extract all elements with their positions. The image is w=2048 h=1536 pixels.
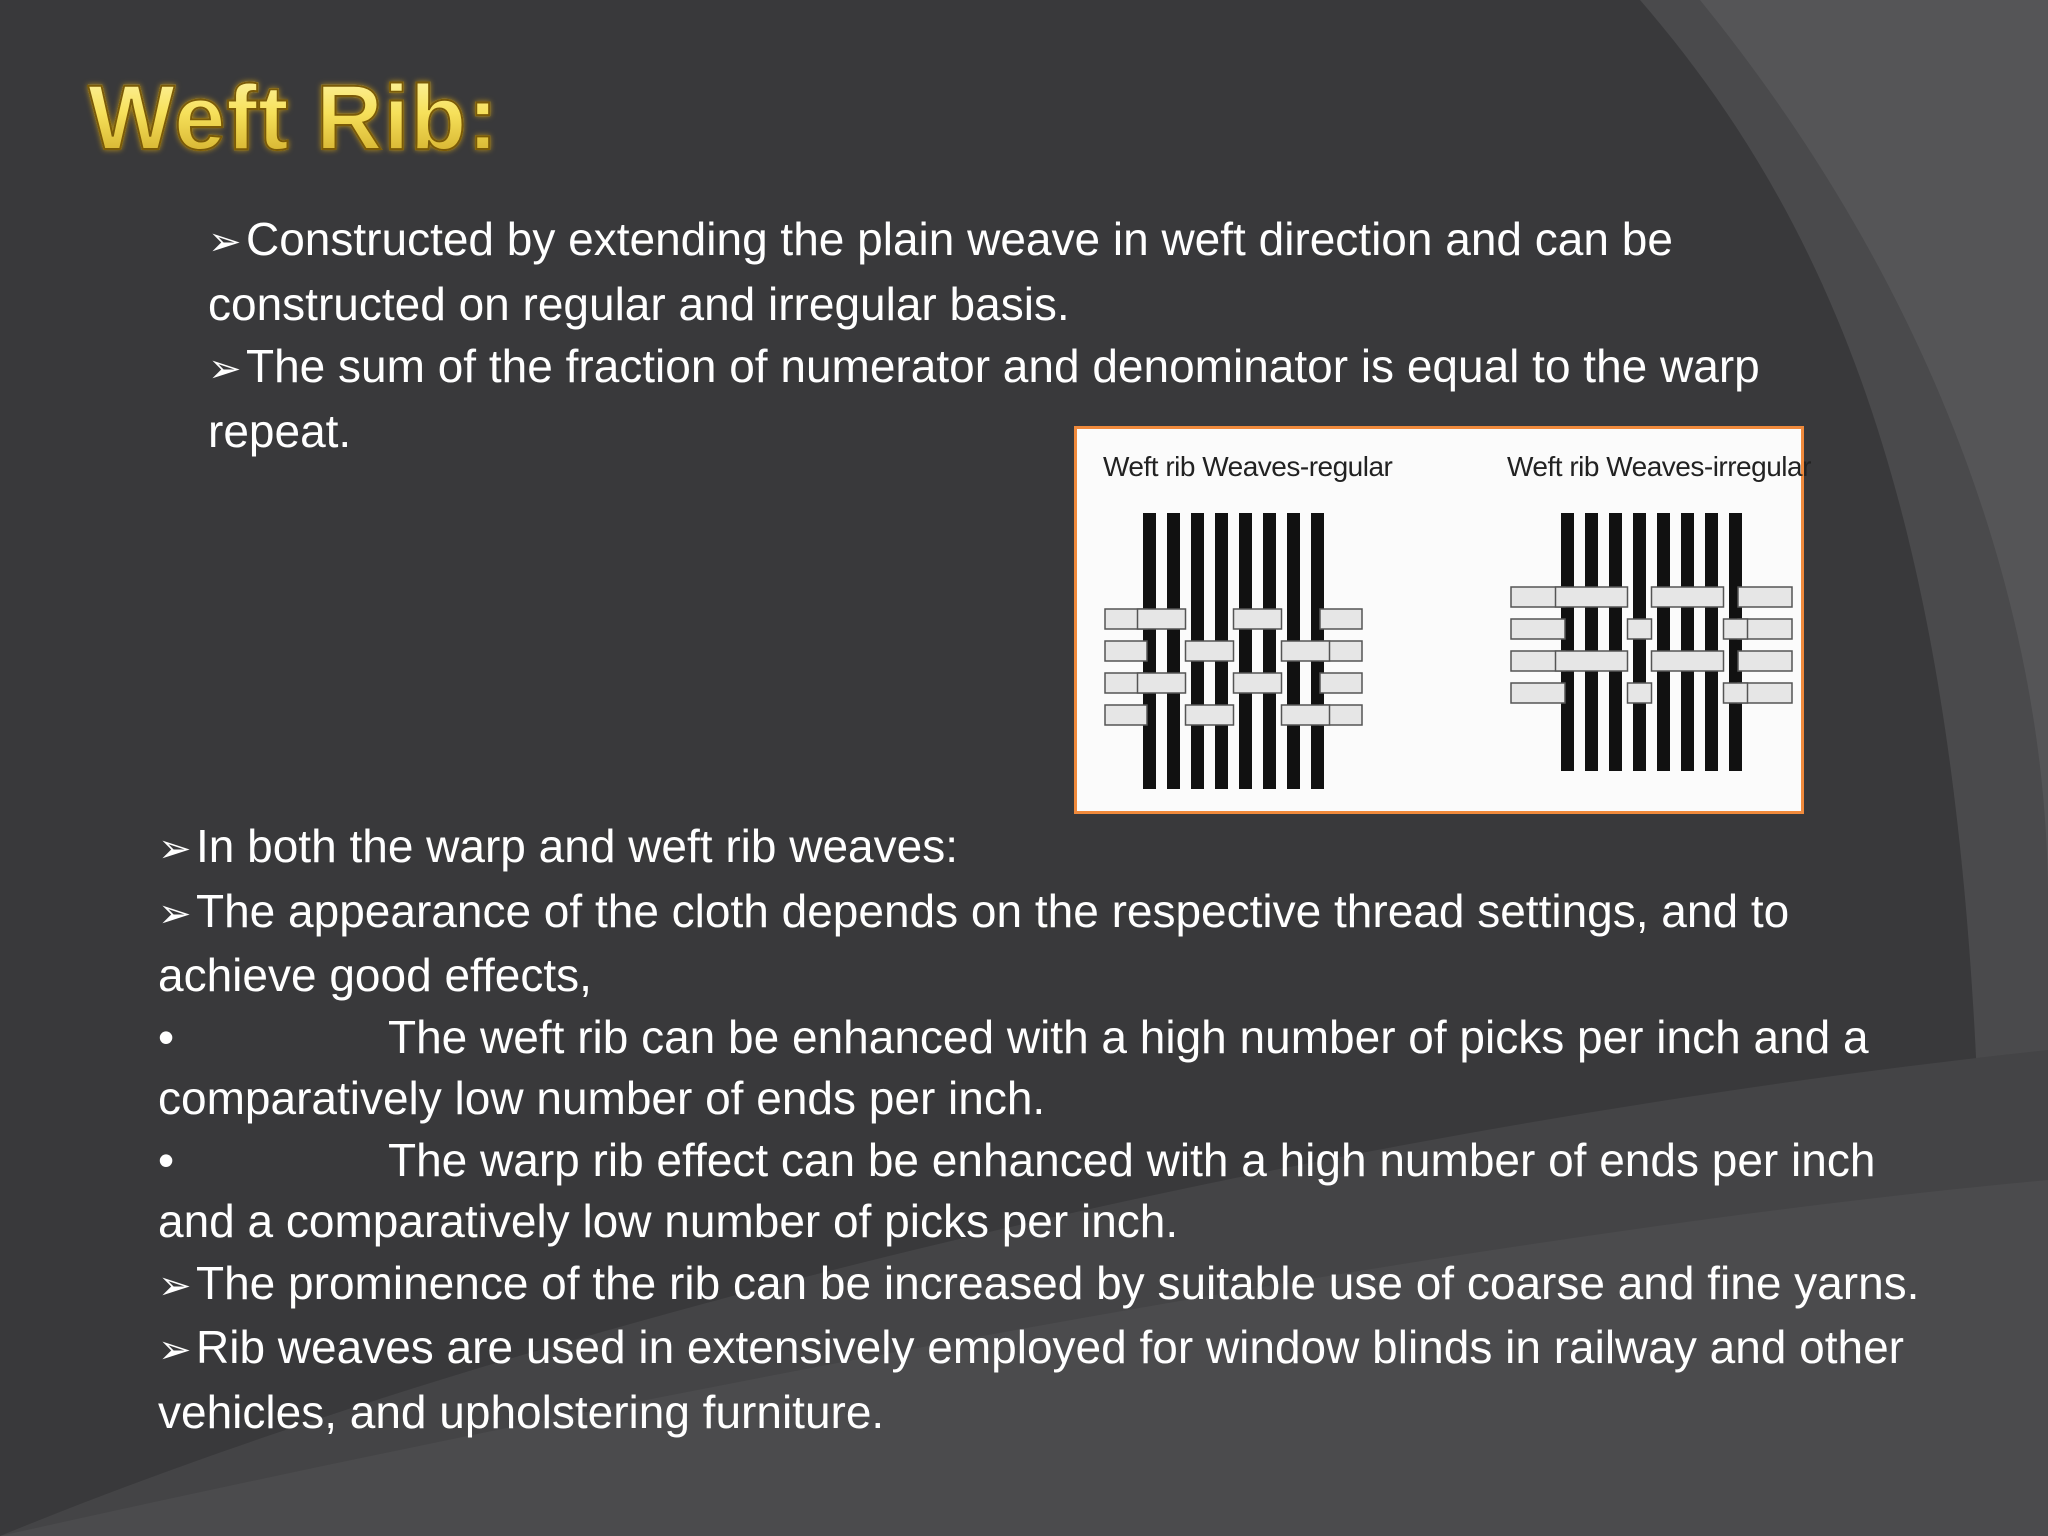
weft-pick-end bbox=[1511, 619, 1565, 639]
warp-thread bbox=[1705, 513, 1718, 771]
weft-pick-end bbox=[1738, 587, 1792, 607]
weft-float bbox=[1234, 673, 1282, 693]
weft-float bbox=[1234, 609, 1282, 629]
bullet-item: • The warp rib effect can be enhanced with a high number of ends per inch and a comparatively low number of picks per inch. bbox=[158, 1130, 1958, 1253]
warp-thread bbox=[1585, 513, 1598, 771]
figure-label-regular: Weft rib Weaves-regular bbox=[1103, 451, 1393, 482]
warp-thread bbox=[1633, 513, 1646, 771]
weft-float bbox=[1628, 619, 1652, 639]
top-bullet-list bbox=[208, 208, 1768, 462]
weft-float bbox=[1282, 641, 1330, 661]
warp-thread bbox=[1263, 513, 1276, 789]
weft-float bbox=[1556, 651, 1628, 671]
weft-pick-end bbox=[1105, 705, 1147, 725]
weft-float bbox=[1628, 683, 1652, 703]
bullet-item: • The weft rib can be enhanced with a high number of picks per inch and a comparatively low number of ends per inch. bbox=[158, 1007, 1958, 1130]
slide-title: Weft Rib: bbox=[88, 67, 500, 169]
dot-bullet-icon: • bbox=[158, 1133, 175, 1186]
arrow-bullet-icon: ➢ bbox=[208, 346, 242, 392]
warp-thread bbox=[1239, 513, 1252, 789]
weft-float bbox=[1138, 609, 1186, 629]
weft-float bbox=[1138, 673, 1186, 693]
bullet-item: ➢The prominence of the rib can be increased by suitable use of coarse and fine yarns. bbox=[158, 1253, 1958, 1318]
irregular-weave-diagram bbox=[1511, 513, 1792, 771]
warp-thread bbox=[1167, 513, 1180, 789]
warp-thread bbox=[1657, 513, 1670, 771]
arrow-bullet-icon: ➢ bbox=[158, 1262, 192, 1309]
weft-pick-end bbox=[1105, 641, 1147, 661]
bullet-item: ➢The sum of the fraction of numerator and denominator is equal to the warp repeat. bbox=[208, 340, 1760, 457]
weft-float bbox=[1652, 651, 1724, 671]
weft-pick-end bbox=[1320, 673, 1362, 693]
arrow-bullet-icon: ➢ bbox=[158, 826, 192, 872]
weft-float bbox=[1556, 587, 1628, 607]
regular-weave-diagram bbox=[1105, 513, 1362, 789]
weft-rib-weaves-figure bbox=[1074, 426, 1811, 814]
figure-label-irregular: Weft rib Weaves-irregular bbox=[1507, 451, 1811, 482]
bottom-bullet-list bbox=[158, 816, 1958, 1443]
weft-pick-end bbox=[1738, 651, 1792, 671]
weft-float bbox=[1652, 587, 1724, 607]
bullet-item: ➢Rib weaves are used in extensively employed for window blinds in railway and other vehicles, and upholstering furniture. bbox=[158, 1321, 1904, 1438]
weft-float bbox=[1186, 641, 1234, 661]
weft-float bbox=[1282, 705, 1330, 725]
weft-float bbox=[1186, 705, 1234, 725]
warp-thread bbox=[1609, 513, 1622, 771]
arrow-bullet-icon: ➢ bbox=[208, 219, 242, 265]
bullet-item: ➢Constructed by extending the plain weave in weft direction and can be constructed on regular and irregular basis. bbox=[208, 213, 1673, 330]
weft-pick-end bbox=[1511, 683, 1565, 703]
weft-float bbox=[1724, 683, 1748, 703]
dot-bullet-icon: • bbox=[158, 1010, 175, 1063]
arrow-bullet-icon: ➢ bbox=[158, 1327, 192, 1373]
warp-thread bbox=[1729, 513, 1742, 771]
bullet-item: ➢In both the warp and weft rib weaves: bbox=[158, 816, 1958, 881]
arrow-bullet-icon: ➢ bbox=[158, 890, 192, 937]
warp-thread bbox=[1561, 513, 1574, 771]
weft-float bbox=[1724, 619, 1748, 639]
weft-pick-end bbox=[1320, 609, 1362, 629]
weave-diagrams bbox=[1077, 429, 1801, 811]
warp-thread bbox=[1681, 513, 1694, 771]
bullet-item: ➢The appearance of the cloth depends on the respective thread settings, and to achieve good effects, bbox=[158, 884, 1790, 1001]
